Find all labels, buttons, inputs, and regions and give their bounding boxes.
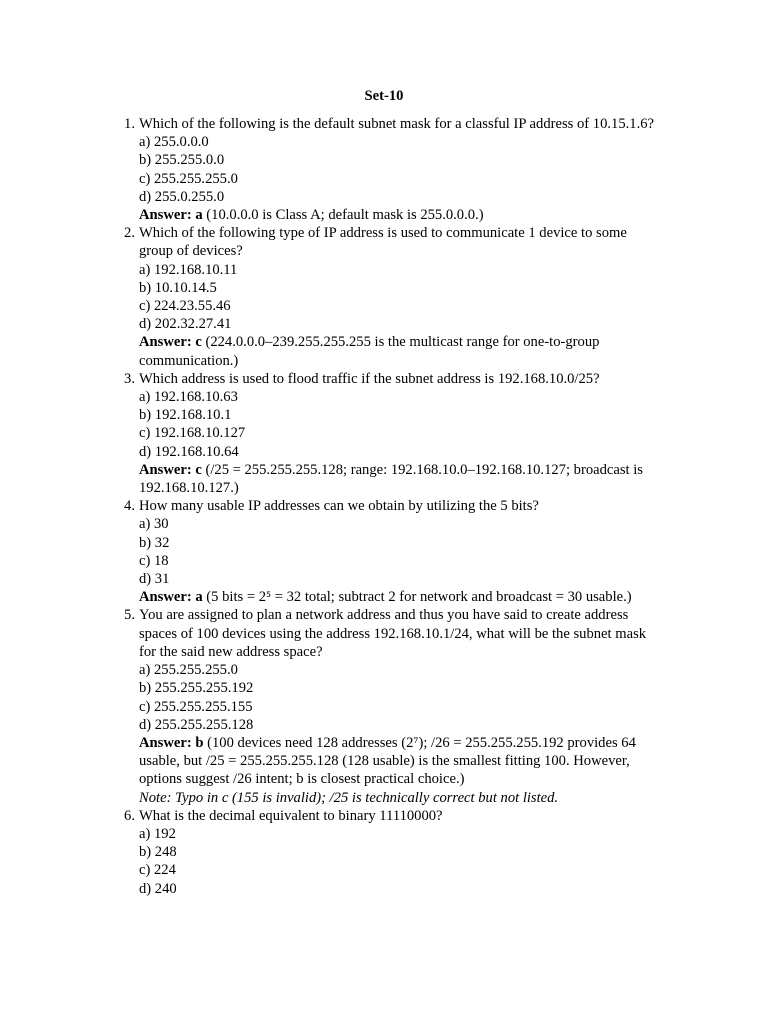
- page-title: Set-10: [364, 88, 404, 104]
- question-text: Which of the following is the default subnet mask for a classful IP address of 10.15.1.6?: [139, 116, 654, 132]
- option-b: b) 10.10.14.5: [139, 279, 217, 296]
- question-2: [124, 224, 659, 370]
- answer: [139, 206, 659, 224]
- option-b: b) 255.255.0.0: [139, 152, 225, 169]
- question-text: Which of the following type of IP address is used to communicate 1 device to some group of devices?: [139, 225, 627, 260]
- option-c: c) 255.255.255.155: [139, 698, 253, 715]
- option-c: c) 192.168.10.127: [139, 425, 246, 442]
- option-d: d) 255.255.255.128: [139, 716, 254, 733]
- answer: [139, 734, 659, 789]
- option-d: d) 202.32.27.41: [139, 316, 232, 333]
- question-number: 3.: [124, 370, 135, 387]
- option-b: b) 255.255.255.192: [139, 680, 254, 697]
- question-number: 5.: [124, 607, 135, 624]
- option-c: c) 224.23.55.46: [139, 298, 231, 315]
- question-number: 1.: [124, 116, 135, 132]
- question-number: 6.: [124, 807, 135, 824]
- answer-label: Answer: a: [139, 589, 203, 606]
- option-a: a) 30: [139, 516, 169, 533]
- option-d: d) 255.0.255.0: [139, 188, 225, 205]
- question-number: 2.: [124, 225, 135, 242]
- option-a: a) 255.255.255.0: [139, 662, 238, 679]
- answer-note: Note: Typo in c (155 is invalid); /25 is technically correct but not listed.: [139, 789, 559, 806]
- answer-label: Answer: c: [139, 334, 202, 351]
- question-text: You are assigned to plan a network address and thus you have said to create address spaces of 100 devices using the address 192.168.10.1/24, what will be the subnet mask for the said new address space?: [139, 607, 647, 660]
- question-4: [124, 497, 659, 606]
- option-b: b) 248: [139, 844, 177, 861]
- option-d: d) 31: [139, 571, 170, 588]
- option-b: b) 32: [139, 534, 170, 551]
- answer-label: Answer: c: [139, 461, 202, 478]
- answer-label: Answer: b: [139, 734, 204, 751]
- answer-explanation: (224.0.0.0–239.255.255.255 is the multicast range for one-to-group communication.): [139, 334, 600, 369]
- option-d: d) 240: [139, 880, 177, 897]
- option-b: b) 192.168.10.1: [139, 407, 232, 424]
- option-a: a) 255.0.0.0: [139, 134, 209, 151]
- question-text: How many usable IP addresses can we obtain by utilizing the 5 bits?: [139, 498, 539, 515]
- answer-label: Answer: a: [139, 207, 203, 224]
- answer-explanation: (100 devices need 128 addresses (2⁷); /26 = 255.255.255.192 provides 64 usable, but /25 = 255.255.255.128 (128 usable) is the smallest fitting 100. However, options suggest /26 intent; b is closest practical choice.): [139, 734, 636, 788]
- question-text: What is the decimal equivalent to binary 11110000?: [139, 807, 443, 824]
- question-1: [124, 115, 659, 224]
- answer-explanation: (10.0.0.0 is Class A; default mask is 255.0.0.0.): [202, 207, 484, 224]
- option-c: c) 18: [139, 552, 169, 569]
- option-c: c) 224: [139, 862, 176, 879]
- answer-explanation: (5 bits = 2⁵ = 32 total; subtract 2 for network and broadcast = 30 usable.): [202, 589, 632, 606]
- answer: [139, 333, 659, 369]
- question-6: [124, 807, 659, 898]
- answer-explanation: (/25 = 255.255.255.128; range: 192.168.10.0–192.168.10.127; broadcast is 192.168.10.127.): [139, 461, 643, 497]
- question-text: Which address is used to flood traffic if the subnet address is 192.168.10.0/25?: [139, 370, 600, 387]
- option-a: a) 192.168.10.63: [139, 389, 238, 406]
- option-c: c) 255.255.255.0: [139, 170, 238, 187]
- question-list: [124, 115, 659, 898]
- question-3: [124, 370, 659, 497]
- option-d: d) 192.168.10.64: [139, 443, 239, 460]
- answer: [139, 461, 659, 497]
- question-number: 4.: [124, 498, 135, 515]
- option-a: a) 192.168.10.11: [139, 261, 238, 278]
- question-5: [124, 606, 659, 806]
- answer: [139, 588, 659, 606]
- option-a: a) 192: [139, 825, 176, 842]
